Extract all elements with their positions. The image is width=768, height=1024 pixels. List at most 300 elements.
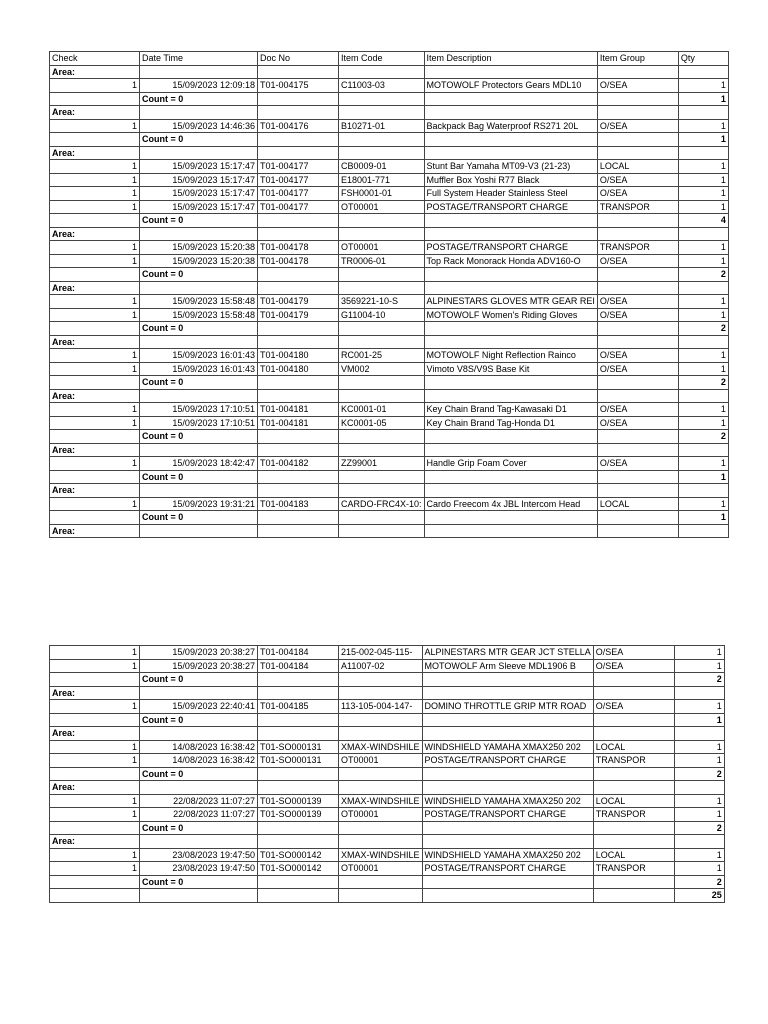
- count-label: Count = 0: [140, 767, 258, 781]
- empty-cell: [593, 673, 674, 687]
- group-qty-total: 2: [678, 376, 728, 390]
- area-row: [50, 335, 729, 349]
- header-check: Check: [50, 52, 140, 66]
- empty-cell: [339, 673, 423, 687]
- item-description: MOTOWOLF Night Reflection Rainco: [424, 349, 597, 363]
- item-group: LOCAL: [597, 497, 678, 511]
- check-value: 1: [50, 794, 140, 808]
- empty-cell: [424, 322, 597, 336]
- item-group: TRANSPOR: [597, 241, 678, 255]
- qty: 1: [678, 241, 728, 255]
- qty: 1: [678, 308, 728, 322]
- empty-cell: [258, 268, 339, 282]
- empty-cell: [424, 524, 597, 538]
- count-row: [50, 430, 729, 444]
- qty: 1: [674, 848, 724, 862]
- item-row: [50, 646, 725, 660]
- item-row: [50, 295, 729, 309]
- count-label: Count = 0: [140, 430, 258, 444]
- area-row: [50, 389, 729, 403]
- qty: 1: [674, 808, 724, 822]
- area-label: Area:: [50, 727, 140, 741]
- item-row: [50, 349, 729, 363]
- doc-no: T01-004182: [258, 457, 339, 471]
- empty-cell: [422, 767, 593, 781]
- empty-cell: [258, 65, 339, 79]
- empty-cell: [339, 821, 423, 835]
- empty-cell: [258, 727, 339, 741]
- doc-no: T01-004177: [258, 200, 339, 214]
- date-time: 15/09/2023 16:01:43: [140, 362, 258, 376]
- date-time: 14/08/2023 16:38:42: [140, 740, 258, 754]
- item-code: 113-105-004-147-: [339, 700, 423, 714]
- qty: 1: [674, 646, 724, 660]
- area-label: Area:: [50, 524, 140, 538]
- empty-cell: [258, 133, 339, 147]
- item-row: [50, 497, 729, 511]
- item-group: O/SEA: [597, 119, 678, 133]
- empty-cell: [339, 281, 425, 295]
- doc-no: T01-004184: [258, 659, 339, 673]
- empty-cell: [424, 470, 597, 484]
- empty-cell: [678, 281, 728, 295]
- empty-cell: [597, 376, 678, 390]
- empty-cell: [597, 92, 678, 106]
- empty-cell: [597, 430, 678, 444]
- area-row: [50, 524, 729, 538]
- item-code: OT00001: [339, 241, 425, 255]
- empty-cell: [424, 376, 597, 390]
- empty-cell: [339, 524, 425, 538]
- empty-cell: [339, 470, 425, 484]
- empty-cell: [339, 322, 425, 336]
- count-label: Count = 0: [140, 92, 258, 106]
- area-label: Area:: [50, 686, 140, 700]
- item-description: POSTAGE/TRANSPORT CHARGE: [424, 200, 597, 214]
- empty-cell: [597, 389, 678, 403]
- group-qty-total: 2: [678, 430, 728, 444]
- item-row: [50, 241, 729, 255]
- empty-cell: [597, 484, 678, 498]
- check-value: 1: [50, 160, 140, 174]
- doc-no: T01-004178: [258, 254, 339, 268]
- count-row: [50, 92, 729, 106]
- group-qty-total: 1: [674, 713, 724, 727]
- item-group: O/SEA: [597, 457, 678, 471]
- item-row: [50, 79, 729, 93]
- item-group: LOCAL: [593, 848, 674, 862]
- empty-cell: [597, 227, 678, 241]
- qty: 1: [678, 403, 728, 417]
- qty: 1: [678, 457, 728, 471]
- empty-cell: [424, 389, 597, 403]
- date-time: 23/08/2023 19:47:50: [140, 862, 258, 876]
- area-label: Area:: [50, 281, 140, 295]
- item-row: [50, 457, 729, 471]
- item-group: O/SEA: [593, 700, 674, 714]
- doc-no: T01-004177: [258, 160, 339, 174]
- check-value: 1: [50, 403, 140, 417]
- count-label: Count = 0: [140, 713, 258, 727]
- empty-cell: [258, 686, 339, 700]
- empty-cell: [50, 470, 140, 484]
- item-code: TR0006-01: [339, 254, 425, 268]
- item-description: ALPINESTARS GLOVES MTR GEAR REI: [424, 295, 597, 309]
- count-row: [50, 673, 725, 687]
- empty-cell: [424, 511, 597, 525]
- item-group: O/SEA: [597, 173, 678, 187]
- doc-no: T01-SO000142: [258, 862, 339, 876]
- empty-cell: [50, 713, 140, 727]
- empty-cell: [593, 889, 674, 903]
- qty: 1: [678, 160, 728, 174]
- group-qty-total: 4: [678, 214, 728, 228]
- date-time: 15/09/2023 22:40:41: [140, 700, 258, 714]
- empty-cell: [258, 470, 339, 484]
- empty-cell: [422, 713, 593, 727]
- item-code: XMAX-WINDSHILE: [339, 740, 423, 754]
- area-label: Area:: [50, 835, 140, 849]
- item-description: Top Rack Monorack Honda ADV160-O: [424, 254, 597, 268]
- empty-cell: [140, 281, 258, 295]
- item-group: LOCAL: [593, 740, 674, 754]
- item-description: Handle Grip Foam Cover: [424, 457, 597, 471]
- doc-no: T01-SO000131: [258, 740, 339, 754]
- empty-cell: [258, 767, 339, 781]
- empty-cell: [50, 511, 140, 525]
- empty-cell: [140, 524, 258, 538]
- empty-cell: [140, 389, 258, 403]
- empty-cell: [424, 146, 597, 160]
- date-time: 15/09/2023 15:17:47: [140, 160, 258, 174]
- item-row: [50, 308, 729, 322]
- check-value: 1: [50, 254, 140, 268]
- empty-cell: [339, 268, 425, 282]
- empty-cell: [678, 524, 728, 538]
- item-row: [50, 119, 729, 133]
- item-code: XMAX-WINDSHILE: [339, 848, 423, 862]
- empty-cell: [140, 227, 258, 241]
- area-row: [50, 835, 725, 849]
- doc-no: T01-SO000139: [258, 808, 339, 822]
- check-value: 1: [50, 416, 140, 430]
- empty-cell: [678, 335, 728, 349]
- header-row: [50, 52, 729, 66]
- area-row: [50, 727, 725, 741]
- empty-cell: [424, 65, 597, 79]
- group-qty-total: 2: [674, 767, 724, 781]
- item-description: Key Chain Brand Tag-Honda D1: [424, 416, 597, 430]
- date-time: 15/09/2023 16:01:43: [140, 349, 258, 363]
- empty-cell: [424, 214, 597, 228]
- check-value: 1: [50, 362, 140, 376]
- item-row: [50, 740, 725, 754]
- empty-cell: [597, 281, 678, 295]
- item-group: TRANSPOR: [593, 754, 674, 768]
- empty-cell: [597, 322, 678, 336]
- empty-cell: [424, 443, 597, 457]
- area-label: Area:: [50, 146, 140, 160]
- empty-cell: [339, 65, 425, 79]
- item-code: E18001-771: [339, 173, 425, 187]
- item-group: O/SEA: [597, 79, 678, 93]
- check-value: 1: [50, 862, 140, 876]
- header-doc-no: Doc No: [258, 52, 339, 66]
- count-label: Count = 0: [140, 470, 258, 484]
- doc-no: T01-SO000139: [258, 794, 339, 808]
- area-label: Area:: [50, 781, 140, 795]
- item-code: 215-002-045-115-: [339, 646, 423, 660]
- item-group: LOCAL: [597, 160, 678, 174]
- date-time: 14/08/2023 16:38:42: [140, 754, 258, 768]
- empty-cell: [258, 781, 339, 795]
- qty: 1: [674, 862, 724, 876]
- header-item-group: Item Group: [597, 52, 678, 66]
- item-description: POSTAGE/TRANSPORT CHARGE: [422, 754, 593, 768]
- count-row: [50, 376, 729, 390]
- qty: 1: [678, 254, 728, 268]
- doc-no: T01-004176: [258, 119, 339, 133]
- date-time: 15/09/2023 15:20:38: [140, 241, 258, 255]
- empty-cell: [258, 889, 339, 903]
- empty-cell: [140, 686, 258, 700]
- item-description: DOMINO THROTTLE GRIP MTR ROAD: [422, 700, 593, 714]
- count-label: Count = 0: [140, 875, 258, 889]
- empty-cell: [50, 430, 140, 444]
- empty-cell: [258, 821, 339, 835]
- empty-cell: [424, 133, 597, 147]
- empty-cell: [339, 781, 423, 795]
- item-code: B10271-01: [339, 119, 425, 133]
- empty-cell: [597, 470, 678, 484]
- empty-cell: [678, 65, 728, 79]
- doc-no: T01-004184: [258, 646, 339, 660]
- empty-cell: [339, 713, 423, 727]
- doc-no: T01-SO000142: [258, 848, 339, 862]
- empty-cell: [339, 727, 423, 741]
- check-value: 1: [50, 173, 140, 187]
- count-row: [50, 322, 729, 336]
- empty-cell: [593, 781, 674, 795]
- item-group: O/SEA: [597, 362, 678, 376]
- item-description: Stunt Bar Yamaha MT09-V3 (21-23): [424, 160, 597, 174]
- empty-cell: [140, 835, 258, 849]
- item-description: Cardo Freecom 4x JBL Intercom Head: [424, 497, 597, 511]
- check-value: 1: [50, 700, 140, 714]
- group-qty-total: 1: [678, 133, 728, 147]
- empty-cell: [424, 106, 597, 120]
- empty-cell: [424, 268, 597, 282]
- empty-cell: [593, 767, 674, 781]
- qty: 1: [674, 659, 724, 673]
- empty-cell: [674, 781, 724, 795]
- empty-cell: [422, 835, 593, 849]
- qty: 1: [678, 173, 728, 187]
- empty-cell: [678, 484, 728, 498]
- empty-cell: [593, 875, 674, 889]
- qty: 1: [678, 187, 728, 201]
- qty: 1: [678, 79, 728, 93]
- qty: 1: [674, 794, 724, 808]
- doc-no: T01-004179: [258, 295, 339, 309]
- empty-cell: [339, 133, 425, 147]
- item-description: MOTOWOLF Arm Sleeve MDL1906 B: [422, 659, 593, 673]
- qty: 1: [678, 119, 728, 133]
- item-row: [50, 160, 729, 174]
- qty: 1: [678, 349, 728, 363]
- area-label: Area:: [50, 389, 140, 403]
- empty-cell: [339, 511, 425, 525]
- date-time: 15/09/2023 20:38:27: [140, 659, 258, 673]
- item-code: KC0001-05: [339, 416, 425, 430]
- empty-cell: [140, 727, 258, 741]
- empty-cell: [339, 767, 423, 781]
- doc-no: T01-004185: [258, 700, 339, 714]
- group-qty-total: 2: [678, 268, 728, 282]
- doc-no: T01-004175: [258, 79, 339, 93]
- item-code: OT00001: [339, 862, 423, 876]
- date-time: 15/09/2023 14:46:36: [140, 119, 258, 133]
- empty-cell: [258, 106, 339, 120]
- empty-cell: [258, 875, 339, 889]
- item-description: POSTAGE/TRANSPORT CHARGE: [424, 241, 597, 255]
- empty-cell: [597, 443, 678, 457]
- empty-cell: [424, 430, 597, 444]
- empty-cell: [258, 214, 339, 228]
- check-value: 1: [50, 187, 140, 201]
- item-code: VM002: [339, 362, 425, 376]
- item-description: WINDSHIELD YAMAHA XMAX250 202: [422, 848, 593, 862]
- empty-cell: [258, 443, 339, 457]
- empty-cell: [424, 484, 597, 498]
- item-code: 3569221-10-S: [339, 295, 425, 309]
- area-row: [50, 686, 725, 700]
- empty-cell: [593, 686, 674, 700]
- area-label: Area:: [50, 227, 140, 241]
- group-qty-total: 2: [674, 821, 724, 835]
- empty-cell: [50, 821, 140, 835]
- qty: 1: [678, 416, 728, 430]
- empty-cell: [339, 106, 425, 120]
- doc-no: T01-004178: [258, 241, 339, 255]
- date-time: 22/08/2023 11:07:27: [140, 808, 258, 822]
- empty-cell: [258, 92, 339, 106]
- empty-cell: [50, 214, 140, 228]
- empty-cell: [422, 727, 593, 741]
- empty-cell: [678, 146, 728, 160]
- header-item-description: Item Description: [424, 52, 597, 66]
- report-table-page-1: [49, 51, 729, 538]
- item-group: TRANSPOR: [593, 862, 674, 876]
- empty-cell: [597, 214, 678, 228]
- item-description: Backpack Bag Waterproof RS271 20L: [424, 119, 597, 133]
- qty: 1: [678, 362, 728, 376]
- group-qty-total: 1: [678, 92, 728, 106]
- group-qty-total: 2: [674, 875, 724, 889]
- item-code: OT00001: [339, 200, 425, 214]
- area-row: [50, 781, 725, 795]
- item-description: POSTAGE/TRANSPORT CHARGE: [422, 808, 593, 822]
- check-value: 1: [50, 308, 140, 322]
- item-description: Vimoto V8S/V9S Base Kit: [424, 362, 597, 376]
- empty-cell: [339, 92, 425, 106]
- qty: 1: [674, 700, 724, 714]
- date-time: 15/09/2023 15:20:38: [140, 254, 258, 268]
- check-value: 1: [50, 119, 140, 133]
- empty-cell: [50, 889, 140, 903]
- qty: 1: [678, 497, 728, 511]
- check-value: 1: [50, 740, 140, 754]
- header-date-time: Date Time: [140, 52, 258, 66]
- item-row: [50, 659, 725, 673]
- area-label: Area:: [50, 443, 140, 457]
- empty-cell: [422, 821, 593, 835]
- item-row: [50, 808, 725, 822]
- date-time: 15/09/2023 15:17:47: [140, 187, 258, 201]
- count-row: [50, 821, 725, 835]
- count-row: [50, 133, 729, 147]
- empty-cell: [674, 727, 724, 741]
- empty-cell: [593, 835, 674, 849]
- area-label: Area:: [50, 106, 140, 120]
- doc-no: T01-004177: [258, 187, 339, 201]
- empty-cell: [597, 65, 678, 79]
- check-value: 1: [50, 754, 140, 768]
- item-group: O/SEA: [593, 659, 674, 673]
- date-time: 15/09/2023 19:31:21: [140, 497, 258, 511]
- count-row: [50, 470, 729, 484]
- empty-cell: [258, 335, 339, 349]
- item-group: TRANSPOR: [597, 200, 678, 214]
- empty-cell: [258, 511, 339, 525]
- item-group: O/SEA: [597, 308, 678, 322]
- empty-cell: [339, 835, 423, 849]
- empty-cell: [50, 133, 140, 147]
- empty-cell: [140, 889, 258, 903]
- date-time: 15/09/2023 17:10:51: [140, 403, 258, 417]
- item-code: OT00001: [339, 754, 423, 768]
- item-row: [50, 700, 725, 714]
- date-time: 15/09/2023 17:10:51: [140, 416, 258, 430]
- item-row: [50, 862, 725, 876]
- empty-cell: [339, 889, 423, 903]
- empty-cell: [424, 281, 597, 295]
- count-label: Count = 0: [140, 821, 258, 835]
- item-row: [50, 173, 729, 187]
- date-time: 22/08/2023 11:07:27: [140, 794, 258, 808]
- item-code: XMAX-WINDSHILE: [339, 794, 423, 808]
- item-description: MOTOWOLF Women's Riding Gloves: [424, 308, 597, 322]
- count-label: Count = 0: [140, 673, 258, 687]
- area-row: [50, 65, 729, 79]
- item-code: ZZ99001: [339, 457, 425, 471]
- item-group: TRANSPOR: [593, 808, 674, 822]
- empty-cell: [50, 767, 140, 781]
- report-table-page-2: [49, 645, 725, 903]
- count-label: Count = 0: [140, 376, 258, 390]
- empty-cell: [424, 92, 597, 106]
- check-value: 1: [50, 646, 140, 660]
- count-row: [50, 214, 729, 228]
- check-value: 1: [50, 848, 140, 862]
- check-value: 1: [50, 457, 140, 471]
- empty-cell: [339, 430, 425, 444]
- date-time: 15/09/2023 15:58:48: [140, 308, 258, 322]
- empty-cell: [50, 92, 140, 106]
- empty-cell: [597, 146, 678, 160]
- empty-cell: [424, 335, 597, 349]
- area-label: Area:: [50, 65, 140, 79]
